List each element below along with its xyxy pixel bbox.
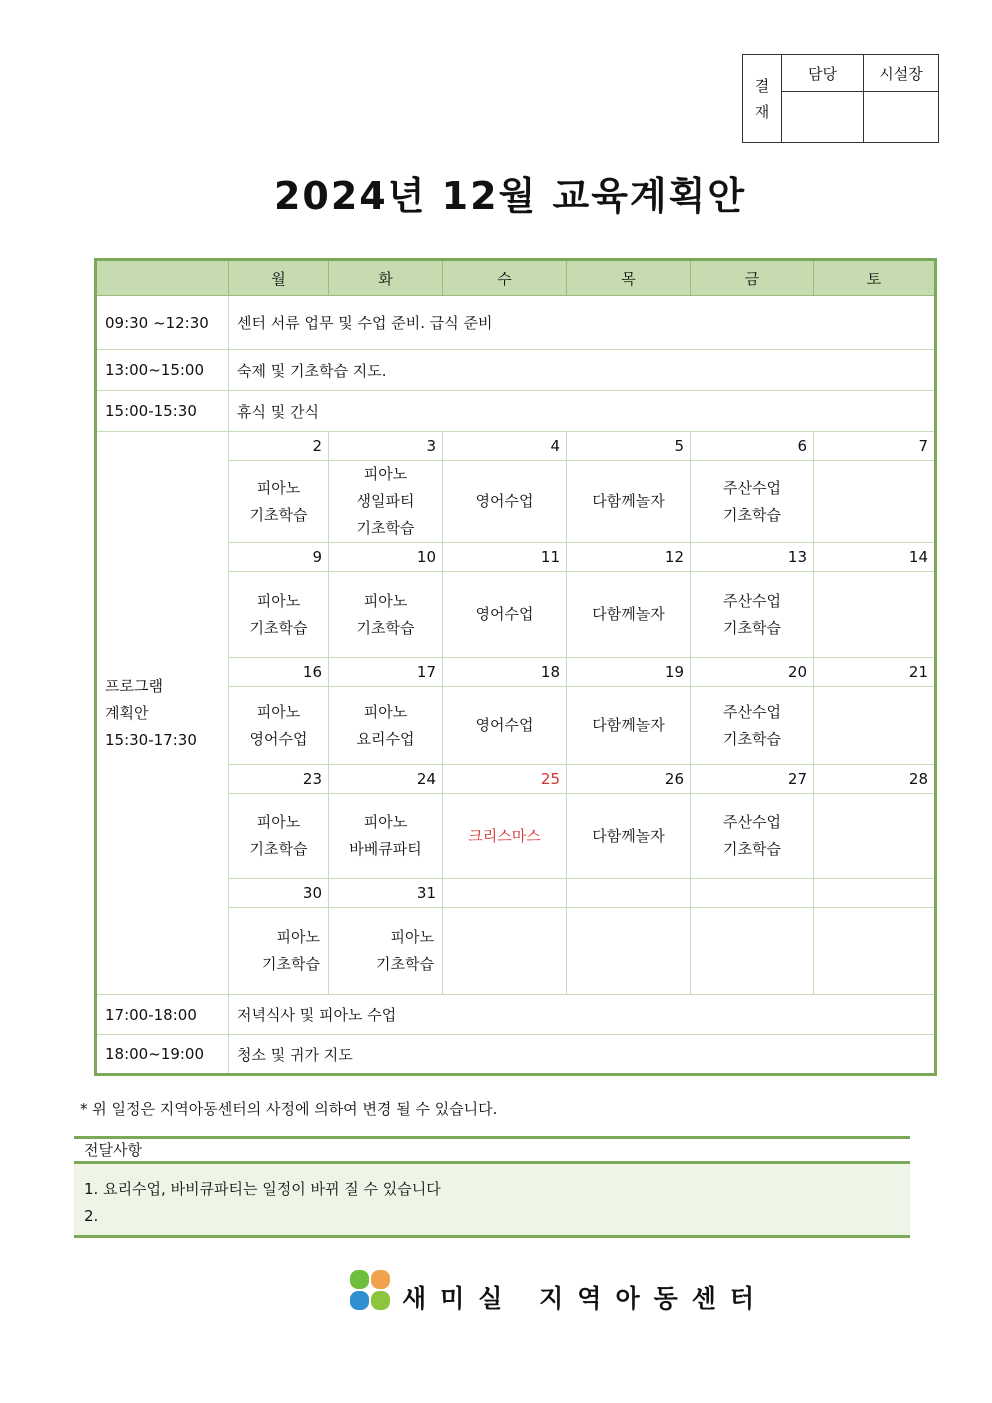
date-number <box>567 879 691 908</box>
activity-cell <box>443 687 567 765</box>
time-activity: 숙제 및 기초학습 지도. <box>229 350 936 391</box>
date-number: 5 <box>567 432 691 461</box>
time-activity: 저녁식사 및 피아노 수업 <box>229 995 936 1035</box>
activity-text: 기초학습 <box>249 505 308 524</box>
logo-leaf-icon <box>350 1270 369 1289</box>
date-number: 11 <box>443 543 567 572</box>
activity-cell <box>229 687 329 765</box>
activity-text: 기초학습 <box>723 618 781 637</box>
time-label: 15:00-15:30 <box>96 391 229 432</box>
approval-side-label: 결 재 <box>743 55 782 143</box>
activity-text: 다함께놀자 <box>592 716 665 734</box>
activity-cell <box>814 794 936 879</box>
activity-text: 피아노 <box>256 591 301 610</box>
activity-text: 다함께놀자 <box>592 605 665 623</box>
activity-text: 피아노 <box>390 928 434 946</box>
activity-text: 기초학습 <box>376 955 434 973</box>
notice-box <box>74 1136 910 1238</box>
activity-text: 피아노 <box>256 702 301 721</box>
schedule-table <box>94 258 937 1076</box>
logo-leaf-icon <box>371 1270 390 1289</box>
date-number: 9 <box>229 543 329 572</box>
time-row <box>96 995 936 1035</box>
date-number: 19 <box>567 658 691 687</box>
header-blank <box>96 260 229 296</box>
date-number: 13 <box>691 543 814 572</box>
activity-text: 다함께놀자 <box>592 826 665 845</box>
time-label: 17:00-18:00 <box>96 995 229 1035</box>
time-row <box>96 1035 936 1075</box>
activity-text: 기초학습 <box>249 618 308 637</box>
activity-text: 크리스마스 <box>468 826 541 845</box>
activity-text: 기초학습 <box>723 505 781 524</box>
notice-item: 2. <box>84 1207 99 1225</box>
day-header: 수 <box>443 260 567 296</box>
activity-cell <box>691 794 814 879</box>
date-number <box>443 879 567 908</box>
date-number: 17 <box>329 658 443 687</box>
activity-text: 주산수업 <box>723 591 781 610</box>
notice-header: 전달사항 <box>74 1136 910 1164</box>
date-number: 6 <box>691 432 814 461</box>
notice-item: 1. 요리수업, 바비큐파티는 일정이 바뀌 질 수 있습니다 <box>84 1180 441 1198</box>
date-number: 14 <box>814 543 936 572</box>
activity-text: 피아노 <box>276 928 320 946</box>
activity-cell <box>814 687 936 765</box>
activity-text: 기초학습 <box>723 840 781 858</box>
activity-text: 피아노 <box>363 702 408 721</box>
activity-cell <box>567 572 691 658</box>
time-label: 09:30 ~12:30 <box>96 296 229 350</box>
activity-text: 영어수업 <box>249 729 308 748</box>
date-number: 31 <box>329 879 443 908</box>
activity-cell <box>567 461 691 543</box>
date-number: 18 <box>443 658 567 687</box>
date-number: 20 <box>691 658 814 687</box>
date-number <box>691 879 814 908</box>
time-activity: 청소 및 귀가 지도 <box>229 1035 936 1075</box>
date-number: 10 <box>329 543 443 572</box>
activity-text: 생일파티 <box>356 492 415 510</box>
activity-text: 피아노 <box>256 813 301 831</box>
activity-text: 주산수업 <box>723 813 781 831</box>
activity-cell <box>691 572 814 658</box>
time-activity: 휴식 및 간식 <box>229 391 936 432</box>
activity-text: 영어수업 <box>475 605 534 623</box>
activity-cell <box>329 572 443 658</box>
approval-col-manager: 담당 <box>782 55 864 92</box>
activity-text: 영어수업 <box>475 716 534 734</box>
activity-cell <box>329 461 443 543</box>
activity-cell <box>443 461 567 543</box>
time-activity: 센터 서류 업무 및 수업 준비. 급식 준비 <box>229 296 936 350</box>
date-number: 26 <box>567 765 691 794</box>
activity-text: 주산수업 <box>723 702 781 721</box>
activity-cell <box>691 461 814 543</box>
time-row <box>96 296 936 350</box>
day-header: 토 <box>814 260 936 296</box>
notice-body <box>74 1164 910 1238</box>
day-header: 목 <box>567 260 691 296</box>
activity-text: 요리수업 <box>356 729 415 748</box>
activity-text: 기초학습 <box>249 840 308 858</box>
day-header: 금 <box>691 260 814 296</box>
day-header: 화 <box>329 260 443 296</box>
date-number: 23 <box>229 765 329 794</box>
activity-cell <box>567 687 691 765</box>
date-number: 7 <box>814 432 936 461</box>
activity-text: 주산수업 <box>723 478 781 497</box>
activity-cell <box>229 794 329 879</box>
program-label: 프로그램 계획안 15:30-17:30 <box>96 432 229 995</box>
activity-cell <box>691 908 814 995</box>
activity-cell <box>229 461 329 543</box>
approval-sign-director <box>864 92 939 143</box>
center-logo-icon <box>350 1270 390 1310</box>
time-label: 13:00~15:00 <box>96 350 229 391</box>
activity-cell <box>567 794 691 879</box>
day-header-row <box>96 260 936 296</box>
logo-leaf-icon <box>371 1291 390 1310</box>
activity-text: 피아노 <box>363 591 408 610</box>
approval-col-director: 시설장 <box>864 55 939 92</box>
activity-text: 기초학습 <box>723 729 781 748</box>
activity-text: 바베큐파티 <box>349 840 422 858</box>
date-number: 2 <box>229 432 329 461</box>
activity-cell <box>329 794 443 879</box>
activity-cell <box>329 687 443 765</box>
activity-cell <box>814 908 936 995</box>
activity-cell <box>329 908 443 995</box>
activity-cell <box>443 794 567 879</box>
activity-cell <box>229 908 329 995</box>
activity-text: 기초학습 <box>262 955 320 973</box>
schedule-change-note: * 위 일정은 지역아동센터의 사정에 의하여 변경 될 수 있습니다. <box>80 1100 498 1118</box>
logo-leaf-icon <box>350 1291 369 1310</box>
time-row <box>96 391 936 432</box>
date-number: 28 <box>814 765 936 794</box>
time-label: 18:00~19:00 <box>96 1035 229 1075</box>
date-number: 21 <box>814 658 936 687</box>
activity-cell <box>443 572 567 658</box>
date-number: 30 <box>229 879 329 908</box>
activity-text: 피아노 <box>256 478 301 497</box>
date-number: 24 <box>329 765 443 794</box>
activity-text: 영어수업 <box>475 492 534 510</box>
activity-text: 다함께놀자 <box>592 492 665 510</box>
date-number: 16 <box>229 658 329 687</box>
activity-cell <box>814 572 936 658</box>
activity-text: 기초학습 <box>356 519 415 537</box>
activity-cell <box>443 908 567 995</box>
activity-cell <box>229 572 329 658</box>
date-number: 3 <box>329 432 443 461</box>
approval-box <box>742 54 939 143</box>
activity-text: 피아노 <box>363 465 408 483</box>
activity-cell <box>691 687 814 765</box>
activity-cell <box>567 908 691 995</box>
date-number: 12 <box>567 543 691 572</box>
date-number: 27 <box>691 765 814 794</box>
activity-text: 기초학습 <box>356 618 415 637</box>
approval-sign-manager <box>782 92 864 143</box>
center-name: 새미실 지역아동센터 <box>402 1284 769 1313</box>
date-number: 4 <box>443 432 567 461</box>
date-number: 25 <box>443 765 567 794</box>
date-number <box>814 879 936 908</box>
day-header: 월 <box>229 260 329 296</box>
activity-text: 피아노 <box>363 813 408 831</box>
time-row <box>96 350 936 391</box>
week-date-row <box>96 432 936 461</box>
activity-cell <box>814 461 936 543</box>
page-title: 2024년 12월 교육계획안 <box>273 174 747 218</box>
